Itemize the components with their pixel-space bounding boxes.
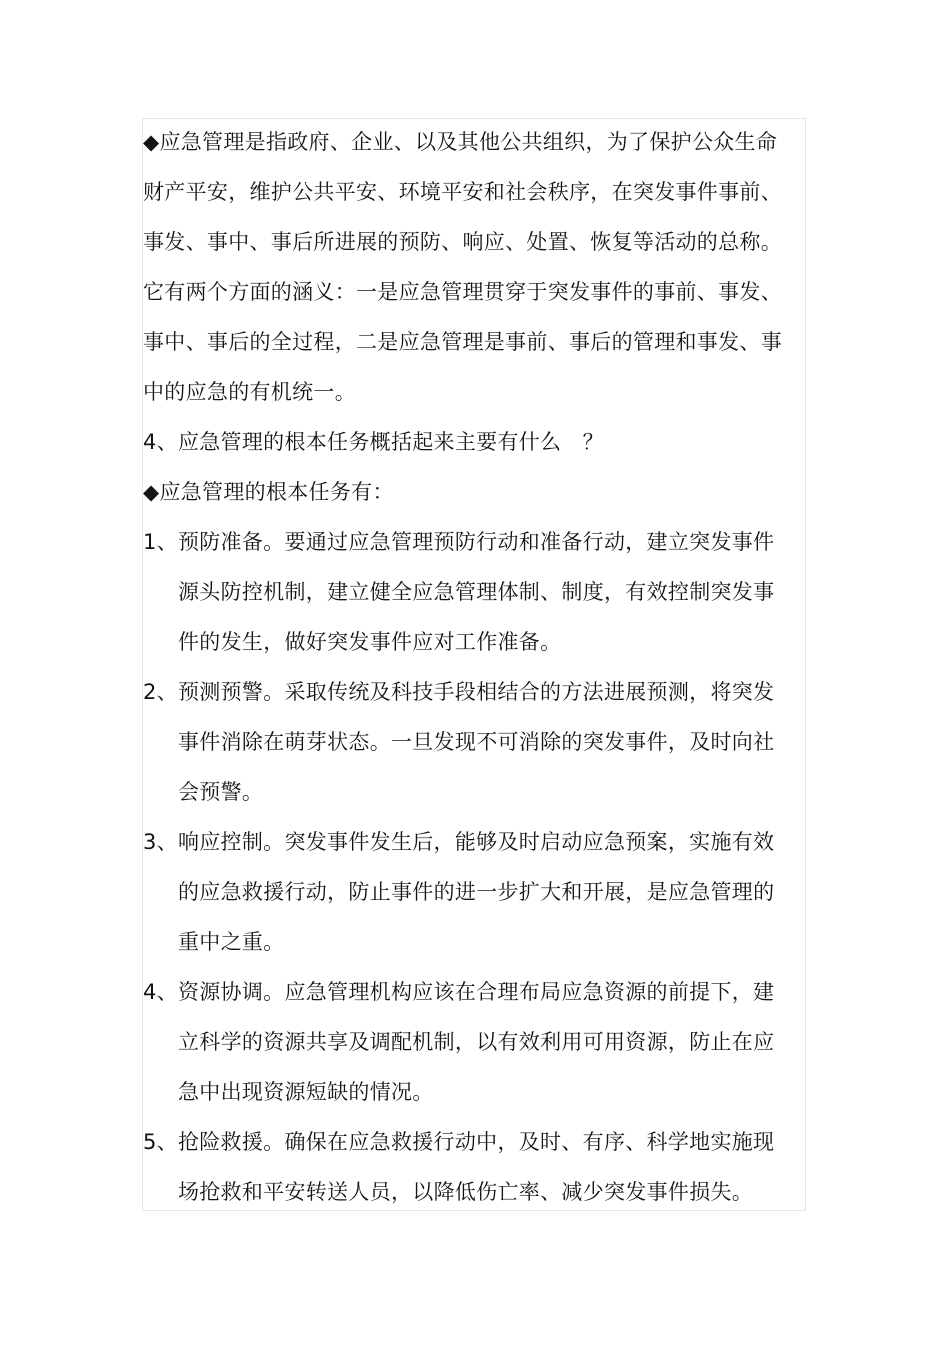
list-item-4-line-1: 4、资源协调。应急管理机构应该在合理布局应急资源的前提下，建 [143,980,775,1004]
paragraph-definition-line-6: 中的应急的有机统一。 [143,380,356,404]
paragraph-definition-line-5: 事中、事后的全过程，二是应急管理是事前、事后的管理和事发、事 [143,330,782,354]
answer-intro: ◆应急管理的根本任务有： [143,480,394,504]
list-item-5-line-2: 场抢救和平安转送人员，以降低伤亡率、减少突发事件损失。 [178,1180,754,1204]
list-item-3-line-1: 3、响应控制。突发事件发生后，能够及时启动应急预案，实施有效 [143,830,775,854]
document-body [143,117,783,1217]
paragraph-definition-line-3: 事发、事中、事后所进展的预防、响应、处置、恢复等活动的总称。 [143,230,782,254]
paragraph-definition-line-2: 财产平安，维护公共平安、环境平安和社会秩序，在突发事件事前、 [143,180,782,204]
list-item-3-line-3: 重中之重。 [178,930,285,954]
list-item-3-line-2: 的应急救援行动，防止事件的进一步扩大和开展，是应急管理的 [178,880,775,904]
list-item-1-line-1: 1、预防准备。要通过应急管理预防行动和准备行动，建立突发事件 [143,530,775,554]
list-item-1-line-2: 源头防控机制，建立健全应急管理体制、制度，有效控制突发事 [178,580,775,604]
list-item-2-line-1: 2、预测预警。采取传统及科技手段相结合的方法进展预测，将突发 [143,680,775,704]
list-item-2-line-2: 事件消除在萌芽状态。一旦发现不可消除的突发事件，及时向社 [178,730,775,754]
list-item-4-line-3: 急中出现资源短缺的情况。 [178,1080,434,1104]
list-item-4-line-2: 立科学的资源共享及调配机制，以有效利用可用资源，防止在应 [178,1030,775,1054]
paragraph-definition-line-1: ◆应急管理是指政府、企业、以及其他公共组织，为了保护公众生命 [143,130,778,154]
paragraph-definition-line-4: 它有两个方面的涵义：一是应急管理贯穿于突发事件的事前、事发、 [143,280,782,304]
list-item-2-line-3: 会预警。 [178,780,264,804]
question-heading: 4、应急管理的根本任务概括起来主要有什么 ？ [143,430,604,454]
list-item-5-line-1: 5、抢险救援。确保在应急救援行动中，及时、有序、科学地实施现 [143,1130,775,1154]
list-item-1-line-3: 件的发生，做好突发事件应对工作准备。 [178,630,562,654]
